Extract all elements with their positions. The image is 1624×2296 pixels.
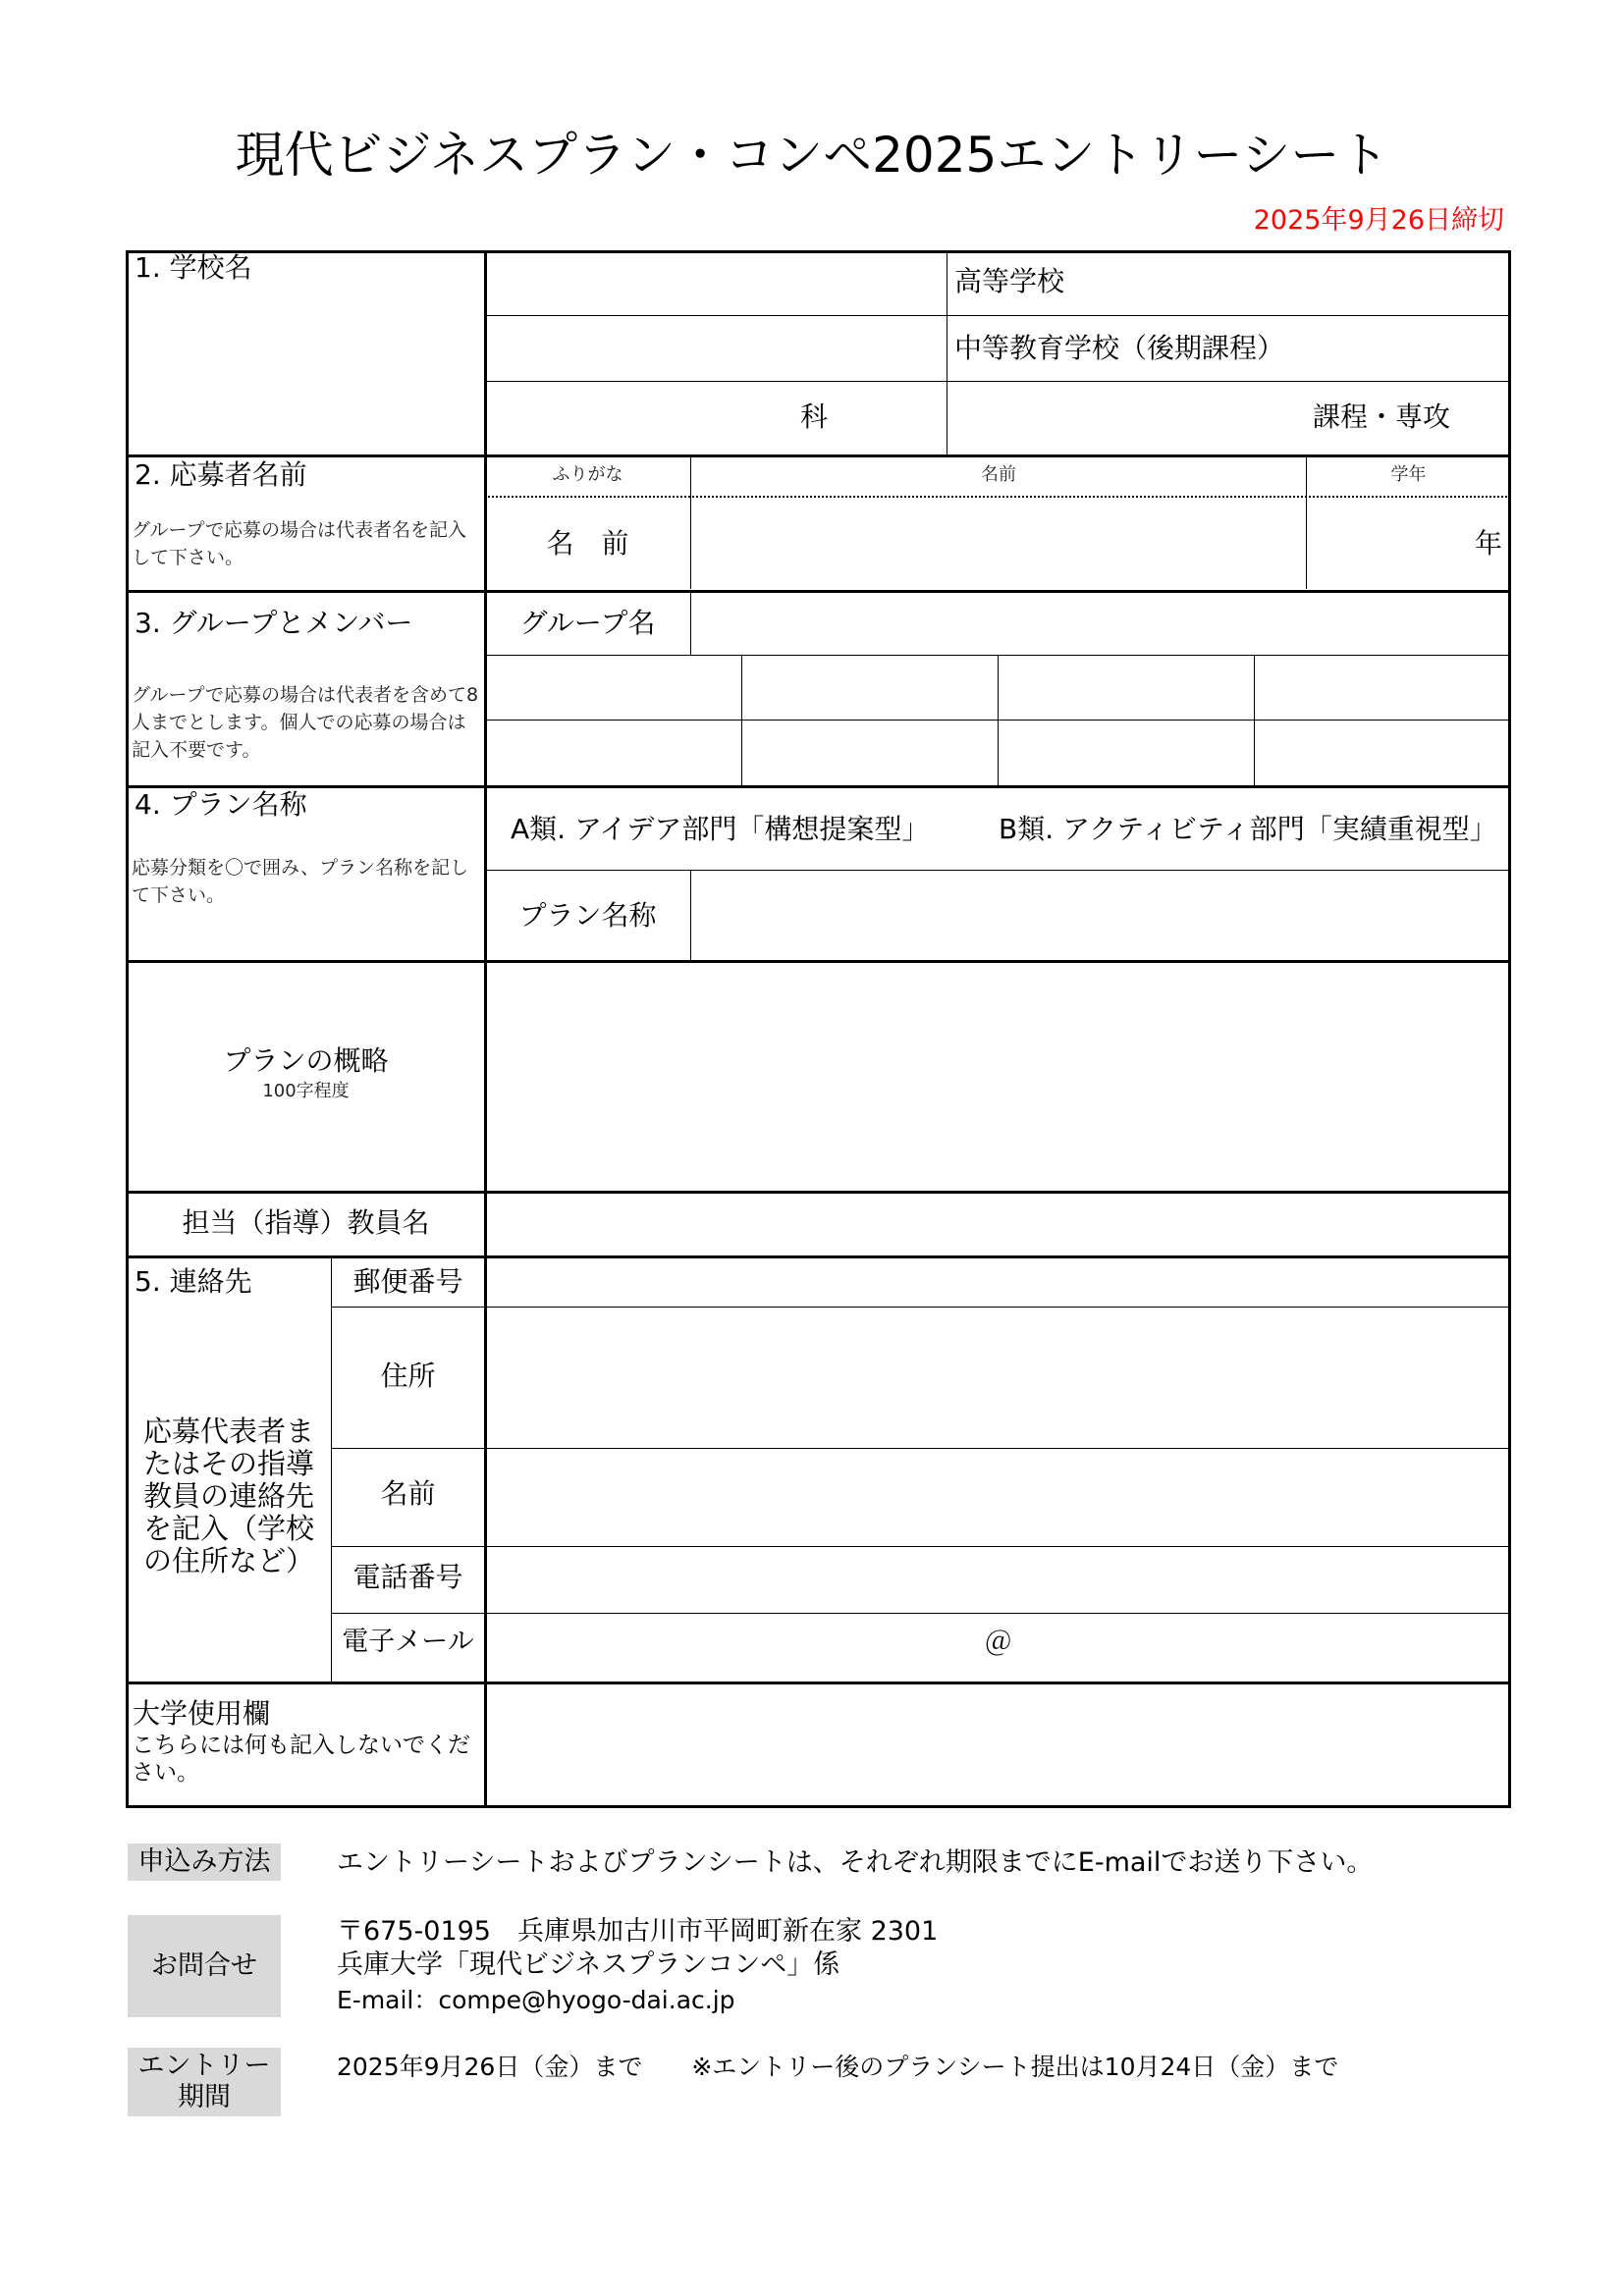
plan-name-field[interactable] xyxy=(692,872,1509,959)
group-note: グループで応募の場合は代表者を含めて8人までとします。個人での応募の場合は記入不要です。 xyxy=(132,684,479,761)
university-use-label: 大学使用欄 xyxy=(133,1697,271,1730)
postal-label: 郵便番号 xyxy=(352,1265,463,1298)
page-title: 現代ビジネスプラン・コンペ2025エントリーシート xyxy=(235,127,1389,184)
period-text: 2025年9月26日（金）まで ※エントリー後のプランシート提出は10月24日（金）まで xyxy=(337,2053,1339,2081)
school-name-field-high[interactable] xyxy=(486,252,945,314)
high-school-suffix: 高等学校 xyxy=(954,265,1065,297)
university-use-note: こちらには何も記入しないでください。 xyxy=(132,1733,470,1786)
inquiry-address: 〒675-0195 兵庫県加古川市平岡町新在家 2301 xyxy=(337,1916,939,1947)
grade-header: 学年 xyxy=(1390,464,1427,485)
phone-label: 電話番号 xyxy=(352,1561,463,1593)
row-line xyxy=(332,1307,1510,1308)
method-text: エントリーシートおよびプランシートは、それぞれ期限までにE-mailでお送り下さい。 xyxy=(337,1847,1374,1878)
member-field-6[interactable] xyxy=(743,721,997,784)
postal-code-field[interactable] xyxy=(487,1258,1509,1306)
email-at-sign: ＠ xyxy=(984,1626,1012,1658)
section-line xyxy=(126,785,1511,788)
row-line xyxy=(332,1448,1510,1449)
contact-label: 5. 連絡先 xyxy=(135,1265,252,1298)
applicant-note: グループで応募の場合は代表者名を記入して下さい。 xyxy=(132,519,467,568)
col-line xyxy=(331,1256,332,1682)
school-label: 1. 学校名 xyxy=(135,251,252,284)
member-field-3[interactable] xyxy=(1000,657,1253,719)
school-name-field-secondary[interactable] xyxy=(486,317,945,380)
contact-note: 応募代表者またはその指導教員の連絡先を記入（学校の住所など） xyxy=(142,1415,314,1577)
member-field-4[interactable] xyxy=(1256,657,1509,719)
col-line xyxy=(998,656,999,785)
member-field-7[interactable] xyxy=(1000,721,1253,784)
name-header: 名前 xyxy=(981,464,1016,485)
category-b-option[interactable]: B類. アクティビティ部門「実績重視型」 xyxy=(999,813,1497,845)
deadline-note: 2025年9月26日締切 xyxy=(1253,205,1504,236)
row-line xyxy=(485,870,1510,871)
member-field-2[interactable] xyxy=(743,657,997,719)
phone-field[interactable] xyxy=(487,1548,1509,1612)
course-suffix: 課程・専攻 xyxy=(1313,400,1451,433)
member-field-8[interactable] xyxy=(1256,721,1509,784)
name-row-label: 名 前 xyxy=(546,527,629,560)
col-line xyxy=(690,871,691,960)
group-label: 3. グループとメンバー xyxy=(135,607,413,639)
teacher-name-field[interactable] xyxy=(487,1194,1509,1255)
col-line xyxy=(690,591,691,655)
summary-label: プランの概略 xyxy=(223,1044,389,1077)
department-field[interactable] xyxy=(486,383,945,454)
inquiry-office: 兵庫大学「現代ビジネスプランコンペ」係 xyxy=(337,1949,840,1980)
period-tag-line1: エントリー xyxy=(137,2051,271,2081)
col-line xyxy=(690,455,691,589)
row-line xyxy=(485,381,1510,382)
row-line xyxy=(332,1546,1510,1547)
member-field-1[interactable] xyxy=(487,657,740,719)
contact-name-label: 名前 xyxy=(380,1477,436,1510)
grade-suffix: 年 xyxy=(1475,527,1503,560)
plan-note: 応募分類を〇で囲み、プラン名称を記して下さい。 xyxy=(132,857,469,906)
university-use-field xyxy=(487,1684,1509,1806)
period-tag-line2: 期間 xyxy=(178,2082,231,2112)
contact-name-field[interactable] xyxy=(487,1450,1509,1545)
applicant-name-field[interactable] xyxy=(692,498,1305,588)
group-name-label: グループ名 xyxy=(519,607,656,639)
secondary-school-suffix: 中等教育学校（後期課程） xyxy=(954,332,1285,364)
address-label: 住所 xyxy=(380,1360,436,1392)
col-line xyxy=(1306,455,1307,589)
row-line xyxy=(485,315,1510,316)
group-name-field[interactable] xyxy=(692,593,1509,654)
email-label: 電子メール xyxy=(342,1627,474,1657)
summary-sub: 100字程度 xyxy=(262,1081,350,1101)
period-tag xyxy=(128,2048,281,2116)
furigana-header: ふりがな xyxy=(552,464,623,485)
row-line xyxy=(332,1613,1510,1614)
teacher-label: 担当（指導）教員名 xyxy=(182,1206,430,1239)
member-field-5[interactable] xyxy=(487,721,740,784)
plan-summary-field[interactable] xyxy=(487,963,1509,1190)
department-suffix: 科 xyxy=(800,400,829,433)
plan-label: 4. プラン名称 xyxy=(135,788,307,821)
col-line xyxy=(741,656,742,785)
applicant-label: 2. 応募者名前 xyxy=(135,458,307,491)
inquiry-tag: お問合せ xyxy=(128,1915,281,2017)
method-tag: 申込み方法 xyxy=(128,1843,281,1881)
col-line xyxy=(1254,656,1255,785)
section-line xyxy=(126,454,1511,457)
address-field[interactable] xyxy=(487,1308,1509,1447)
inquiry-email-link[interactable]: E-mail：compe@hyogo-dai.ac.jp xyxy=(337,1986,735,2014)
plan-name-label: プラン名称 xyxy=(518,899,657,932)
category-a-option[interactable]: A類. アイデア部門「構想提案型」 xyxy=(511,813,930,845)
